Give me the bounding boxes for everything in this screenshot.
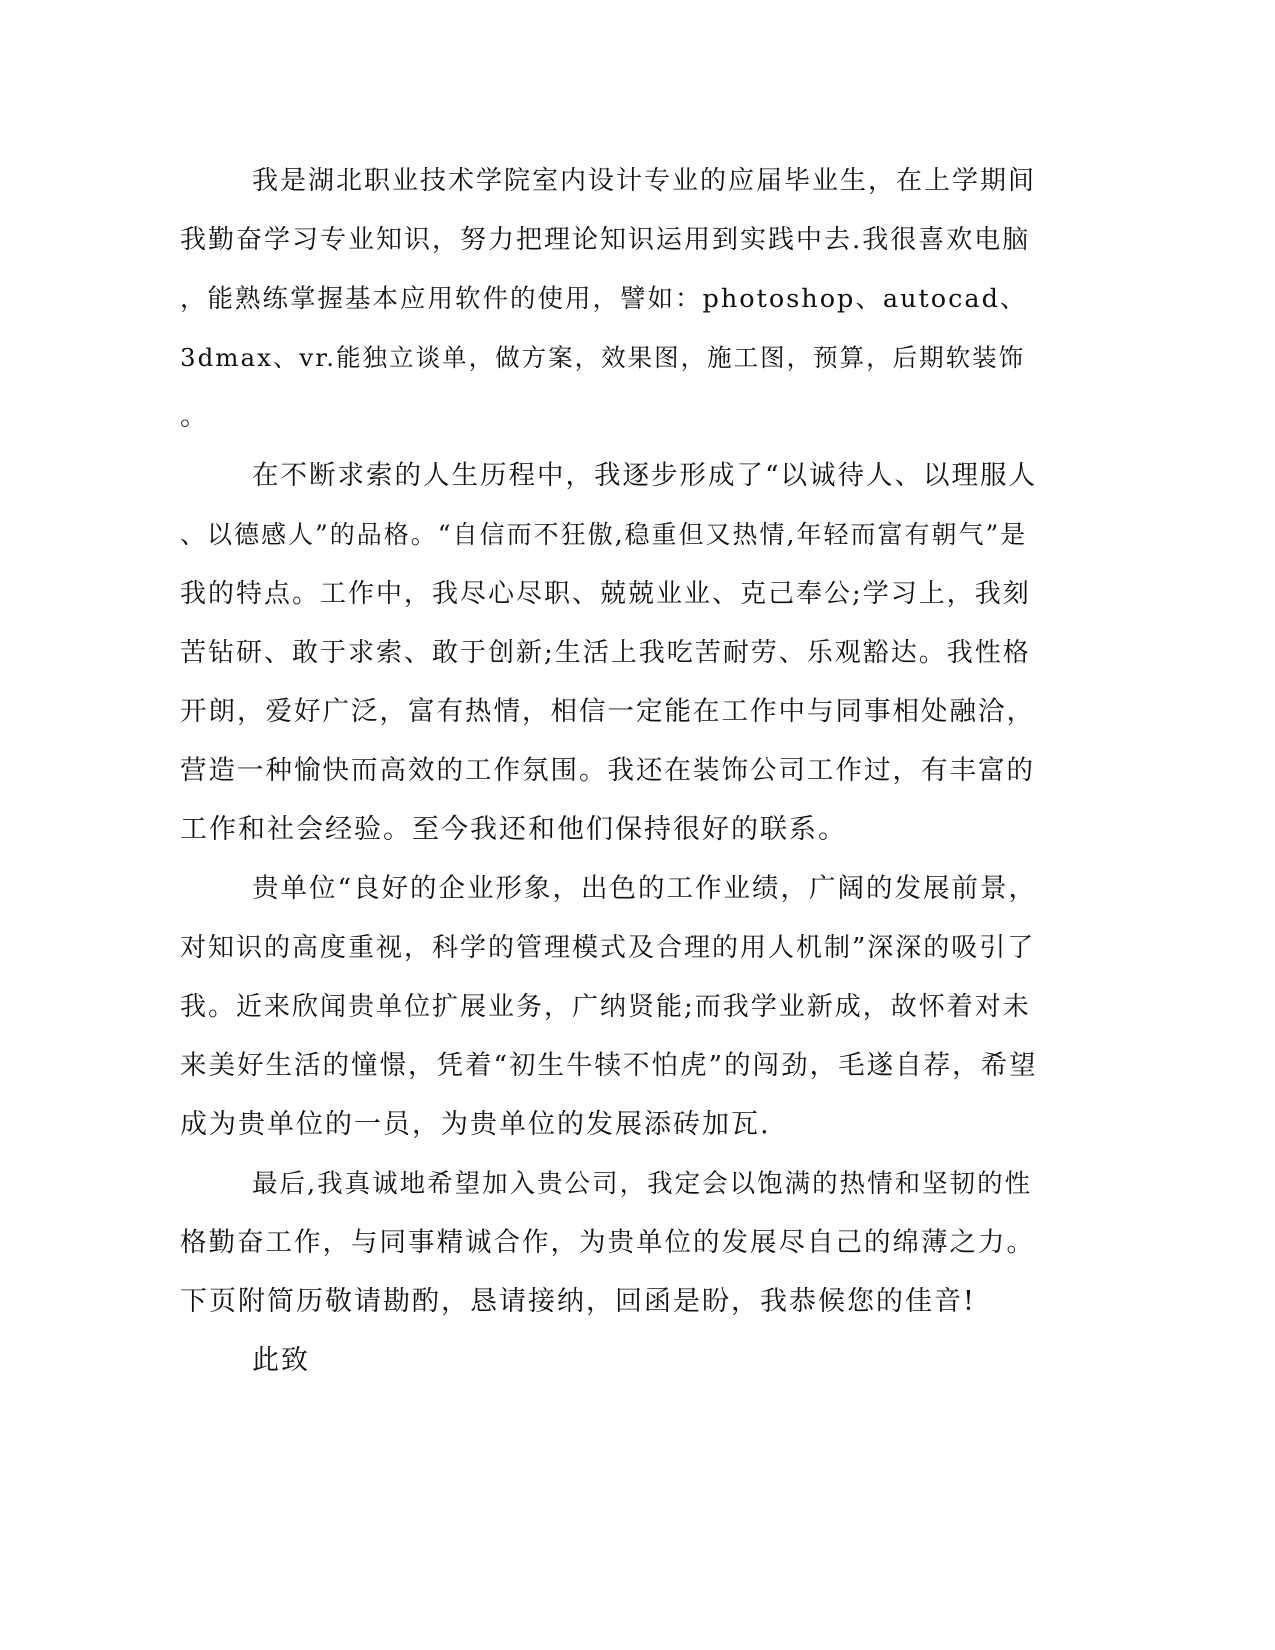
paragraph-1-line-5: 。	[180, 401, 209, 432]
closing-salutation: 此致	[252, 1345, 310, 1376]
paragraph-4-line-3: 下页附简历敬请勘酌，恳请接纳，回函是盼，我恭候您的佳音!	[180, 1286, 976, 1317]
paragraph-1-line-3: ，能熟练掌握基本应用软件的使用，譬如：photoshop、autocad、	[180, 284, 1028, 314]
paragraph-1-line-1: 我是湖北职业技术学院室内设计专业的应届毕业生，在上学期间	[252, 166, 1037, 196]
paragraph-2-line-1: 在不断求索的人生历程中，我逐步形成了“以诚待人、以理服人	[252, 460, 1038, 491]
paragraph-4-line-2: 格勤奋工作，与同事精诚合作，为贵单位的发展尽自己的绵薄之力。	[180, 1227, 1035, 1258]
paragraph-1-line-2: 我勤奋学习专业知识，努力把理论知识运用到实践中去.我很喜欢电脑	[180, 225, 1031, 255]
paragraph-2-line-2: 、以德感人”的品格。“自信而不狂傲,稳重但又热情,年轻而富有朝气”是	[180, 520, 1028, 549]
paragraph-2-line-6: 营造一种愉快而高效的工作氛围。我还在装饰公司工作过，有丰富的	[180, 755, 1035, 786]
paragraph-3-line-3: 我。近来欣闻贵单位扩展业务，广纳贤能;而我学业新成，故怀着对未	[180, 992, 1031, 1022]
paragraph-2-line-5: 开朗，爱好广泛，富有热情，相信一定能在工作中与同事相处融洽，	[180, 696, 1035, 727]
paragraph-4-line-1: 最后,我真诚地希望加入贵公司，我定会以饱满的热情和坚韧的性	[252, 1169, 1033, 1199]
paragraph-3-line-2: 对知识的高度重视，科学的管理模式及合理的用人机制”深深的吸引了	[180, 933, 1036, 963]
paragraph-3-line-5: 成为贵单位的一员，为贵单位的发展添砖加瓦.	[180, 1109, 771, 1140]
paragraph-1-line-4: 3dmax、vr.能独立谈单，做方案，效果图，施工图，预算，后期软装饰	[180, 343, 1026, 372]
paragraph-2-line-3: 我的特点。工作中，我尽心尽职、兢兢业业、克己奉公;学习上，我刻	[180, 579, 1031, 609]
paragraph-3-line-4: 来美好生活的憧憬，凭着“初生牛犊不怕虎”的闯劲，毛遂自荐，希望	[180, 1050, 1038, 1081]
paragraph-3-line-1: 贵单位“良好的企业形象，出色的工作业绩，广阔的发展前景，	[252, 873, 1038, 904]
paragraph-2-line-4: 苦钻研、敢于求索、敢于创新;生活上我吃苦耐劳、乐观豁达。我性格	[180, 638, 1031, 668]
paragraph-2-line-7: 工作和社会经验。至今我还和他们保持很好的联系。	[180, 814, 847, 845]
